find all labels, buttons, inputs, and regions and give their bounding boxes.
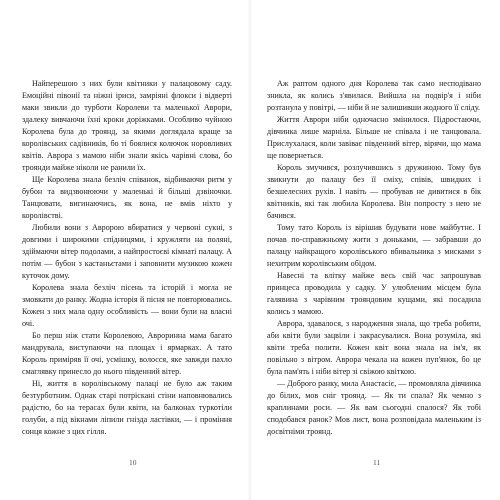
paragraph: Бо перш ніж стати Королевою, Авроринна мама багато мандрувала, виступаючи на площах і ярмарках. А тато Король приміряв її очі, усмішку, волосся, яке завжди пахло смаглявку принесло до нього південний вітер.: [22, 331, 232, 376]
paragraph: Ще Королева знала безліч співанок, відбиваючи ритм у бубон та видзвонюючи у маленькі й більші дзвіночки. Танцювати, вигинаючись, як вона, не вмів ніхто у королівстві.: [22, 175, 232, 220]
right-page: [267, 78, 481, 438]
paragraph: Тому тато Король із вірішив будувати нове майбутнє. І почав по-справжньому жити з доньками, — забравши до палацу найкращого королівського вбивальника з мисками з нехитрим королівським обідом.: [267, 223, 481, 268]
page-number-left: 10: [129, 458, 137, 467]
paragraph: Королева знала безліч пісень та історій і могла не змовкати до ранку. Жодна історія й пісня не повторювались. Кожен з них мала одну особливість — вони були на власні очі.: [22, 283, 232, 328]
paragraph: Навесні та влітку майже весь свій час запрошував принцеса проводила у садку. У улюбленим місцем була галявина з чарівним трояндовим кущами, які посадила колись з мамою.: [267, 271, 481, 316]
page-number-right: 11: [373, 458, 381, 467]
paragraph: — Доброго ранку, мила Анастасіє, — промовляла дівчинка до білих, мов сніг троянд. — Як ти спала? Як чемно з краплинами роси. — Як вам сьогодні спалося? Як тобі сподобався ранок? Мов лист, вона розповідала маленьким із досвітніми троянд.: [267, 379, 481, 436]
paragraph: Аврора, здавалося, з народження знала, що треба робити, аби квіти були зацвіли і закрасувалися. Вона розуміла, які квіти треба полити. Кожен квіт вона знала на ім'я, як повільно з вітром. Аврора чекала на кожен пуп'янок, бо це була пам'ять і ніби вітер зі свіжою квіткою.: [267, 319, 481, 376]
paragraph: Аж раптом одного дня Королева так само несподівано зникла, як колись з'явилася. Вийшла на подвір'я і ніби розтанула у повітрі, — ніби й не залишивши жодного її сліду.: [267, 79, 481, 112]
paragraph: Найперешою з них були квітники у палацовому саду. Емоційні півонії та ніжні іриси, замріяні флокси і відверті маки звикли до турботи Королеви та маленької Аврори, здалеку вивчаючи їхні кроки доріжками. Особливо чуйною Королева була до троянд, за якими доглядала краще за королівських садівників, бо ті боялися колючок норовливих квітів. Аврора з мамою ніби знали якісь чарівні слова, бо троянди майже ніколи не ранили їх.: [22, 79, 232, 172]
paragraph: Ні, життя в королівському палаці не було аж таким безтурботним. Однак старі потріскані стіни наповнювались радістю, бо на терасах були квіти, на балконах туркотіли голуби, а під вікнами ліпили гнізда ластівки, — і проміння сонця кожне з цих гілля.: [22, 379, 232, 436]
left-page: [22, 78, 232, 438]
paragraph: Король змучився, розлучившись з дружиною. Тому був звикнути до палацу без її сміху, співів, швидких і безшелесних рухів. І навіть — пробував не дивитися в бік квітників, які так любила Королева. Він попросту з нею не бачився.: [267, 163, 481, 220]
book-gutter: [248, 0, 252, 500]
paragraph: Життя Аврори ніби одночасно змінилося. Підростаючи, дівчинка лише марніла. Більше не співала і не танцювала. Прислухалася, коли завіває південний вітер, вірячи, що мама ще повернеться.: [267, 115, 481, 160]
paragraph: Любили вони з Авророю вбиратися у червоні сукні, з довгими і широкими спідницями, і кружляти на поляні, здіймаючи вітер подолами, а найпростоєві кімнаті палацу. А потім — бубон з кастаньєтами і заповнити музикою кожен куточок дому.: [22, 223, 232, 280]
